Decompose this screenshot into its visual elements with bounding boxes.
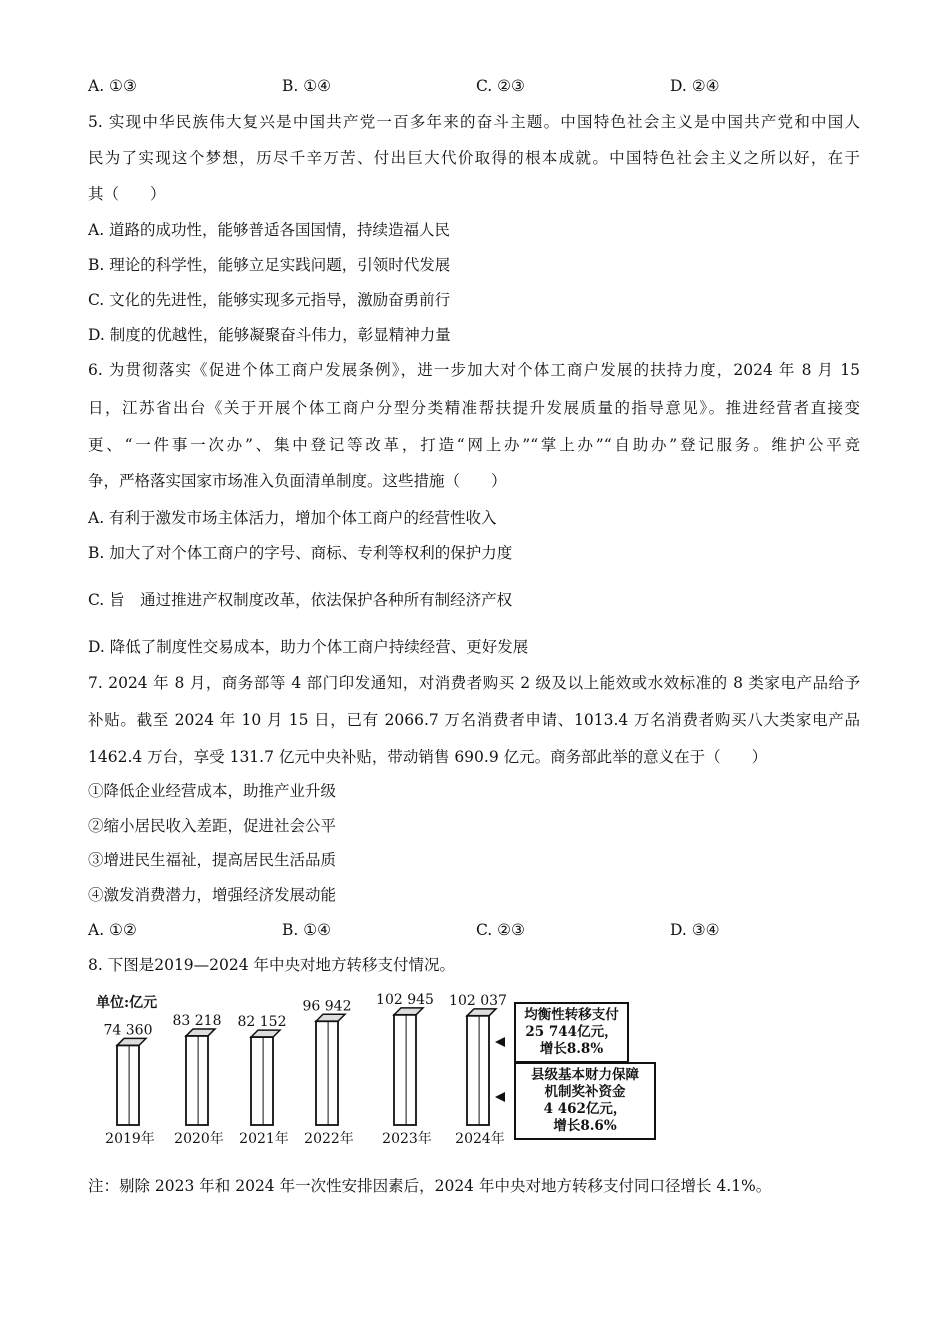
q6-option-b: B. 加大了对个体工商户的字号、商标、专利等权利的保护力度 xyxy=(88,544,513,562)
q7-stem-line: 1462.4 万台，享受 131.7 亿元中央补贴，带动销售 690.9 亿元。商务部此举的意义在于（ ） xyxy=(88,748,768,766)
bar-value-label: 74 360 xyxy=(103,1022,153,1039)
bar-top-face xyxy=(186,1029,215,1036)
q7-item: ②缩小居民收入差距，促进社会公平 xyxy=(88,817,337,835)
q8-stem: 8. 下图是2019—2024 年中央对地方转移支付情况。 xyxy=(88,956,456,974)
q6-option-a: A. 有利于激发市场主体活力，增加个体工商户的经营性收入 xyxy=(88,509,497,527)
q4-option-a: A. ①③ xyxy=(88,77,137,95)
q6-stem-line: 争，严格落实国家市场准入负面清单制度。这些措施（ ） xyxy=(88,472,507,490)
q4-option-c: C. ②③ xyxy=(476,77,525,95)
q4-option-d: D. ②④ xyxy=(670,77,720,95)
bar-value-label: 82 152 xyxy=(237,1014,287,1031)
bar xyxy=(117,1045,139,1125)
bar-category-label: 2022年 xyxy=(304,1131,354,1147)
bar-category-label: 2020年 xyxy=(174,1131,224,1147)
bar-category-label: 2021年 xyxy=(239,1131,289,1147)
annotation-text: 增长8.8% xyxy=(539,1041,604,1057)
annotation-text: 机制奖补资金 xyxy=(544,1084,626,1100)
bar-top-face xyxy=(117,1038,146,1045)
q5-stem-line: 民为了实现这个梦想，历尽千辛万苦、付出巨大代价取得的根本成就。中国特色社会主义之所以好，在于 xyxy=(88,149,860,167)
pointer-arrow-icon xyxy=(495,1092,505,1102)
bar-top-face xyxy=(394,1008,423,1015)
bar-top-face xyxy=(467,1009,496,1016)
q6-option-c: C. 旨 通过推进产权制度改革，依法保护各种所有制经济产权 xyxy=(88,591,513,609)
bar-top-face xyxy=(251,1030,280,1037)
pointer-arrow-icon xyxy=(495,1037,505,1047)
q5-stem-line: 其（ ） xyxy=(88,185,166,203)
bar-value-label: 102 945 xyxy=(376,991,434,1008)
q6-option-d: D. 降低了制度性交易成本，助力个体工商户持续经营、更好发展 xyxy=(88,638,529,656)
bar xyxy=(467,1016,489,1125)
q5-option-d: D. 制度的优越性，能够凝聚奋斗伟力，彰显精神力量 xyxy=(88,326,451,344)
bar xyxy=(394,1015,416,1125)
bar-category-label: 2024年 xyxy=(455,1131,505,1147)
q7-option-a: A. ①② xyxy=(88,921,137,939)
q7-stem-line: 7. 2024 年 8 月，商务部等 4 部门印发通知，对消费者购买 2 级及以上能效或水效标准的 8 类家电产品给予 xyxy=(88,674,860,692)
q7-item: ④激发消费潜力，增强经济发展动能 xyxy=(88,886,337,904)
q7-option-b: B. ①④ xyxy=(282,921,332,939)
transfer-payment-chart xyxy=(88,985,668,1150)
bar xyxy=(251,1037,273,1125)
bar xyxy=(186,1036,208,1125)
annotation-text: 均衡性转移支付 xyxy=(524,1007,619,1023)
annotation-text: 25 744亿元， xyxy=(525,1024,618,1040)
q7-option-d: D. ③④ xyxy=(670,921,720,939)
q6-stem-line: 日，江苏省出台《关于开展个体工商户分型分类精准帮扶提升发展质量的指导意见》。推进经营者直接变 xyxy=(88,399,860,417)
q5-stem-line: 5. 实现中华民族伟大复兴是中国共产党一百多年来的奋斗主题。中国特色社会主义是中国共产党和中国人 xyxy=(88,113,860,131)
bar-value-label: 102 037 xyxy=(449,992,507,1009)
annotation-text: 县级基本财力保障 xyxy=(531,1067,639,1083)
bar-category-label: 2023年 xyxy=(382,1131,432,1147)
bar-top-face xyxy=(316,1014,345,1021)
bar-value-label: 96 942 xyxy=(302,998,352,1015)
bar xyxy=(316,1021,338,1125)
annotation-text: 4 462亿元， xyxy=(543,1101,627,1117)
q5-option-c: C. 文化的先进性，能够实现多元指导，激励奋勇前行 xyxy=(88,291,451,309)
q5-option-b: B. 理论的科学性，能够立足实践问题，引领时代发展 xyxy=(88,256,451,274)
q5-option-a: A. 道路的成功性，能够普适各国国情，持续造福人民 xyxy=(88,221,451,239)
bar-category-label: 2019年 xyxy=(105,1131,155,1147)
chart-unit-label: 单位:亿元 xyxy=(96,995,158,1011)
q8-note: 注：剔除 2023 年和 2024 年一次性安排因素后，2024 年中央对地方转移支付同口径增长 4.1%。 xyxy=(88,1177,772,1195)
q7-stem-line: 补贴。截至 2024 年 10 月 15 日，已有 2066.7 万名消费者申请、1013.4 万名消费者购买八大类家电产品 xyxy=(88,711,860,729)
annotation-text: 增长8.6% xyxy=(553,1118,617,1134)
q7-item: ③增进民生福祉，提高居民生活品质 xyxy=(88,851,337,869)
q7-option-c: C. ②③ xyxy=(476,921,525,939)
bar-value-label: 83 218 xyxy=(172,1012,222,1029)
q4-option-b: B. ①④ xyxy=(282,77,332,95)
q7-item: ①降低企业经营成本，助推产业升级 xyxy=(88,782,337,800)
q6-stem-line: 6. 为贯彻落实《促进个体工商户发展条例》，进一步加大对个体工商户发展的扶持力度，2024 年 8 月 15 xyxy=(88,361,860,379)
q6-stem-line: 更、“一件事一次办”、集中登记等改革，打造“网上办”“掌上办”“自助办”登记服务。维护公平竞 xyxy=(88,436,860,454)
